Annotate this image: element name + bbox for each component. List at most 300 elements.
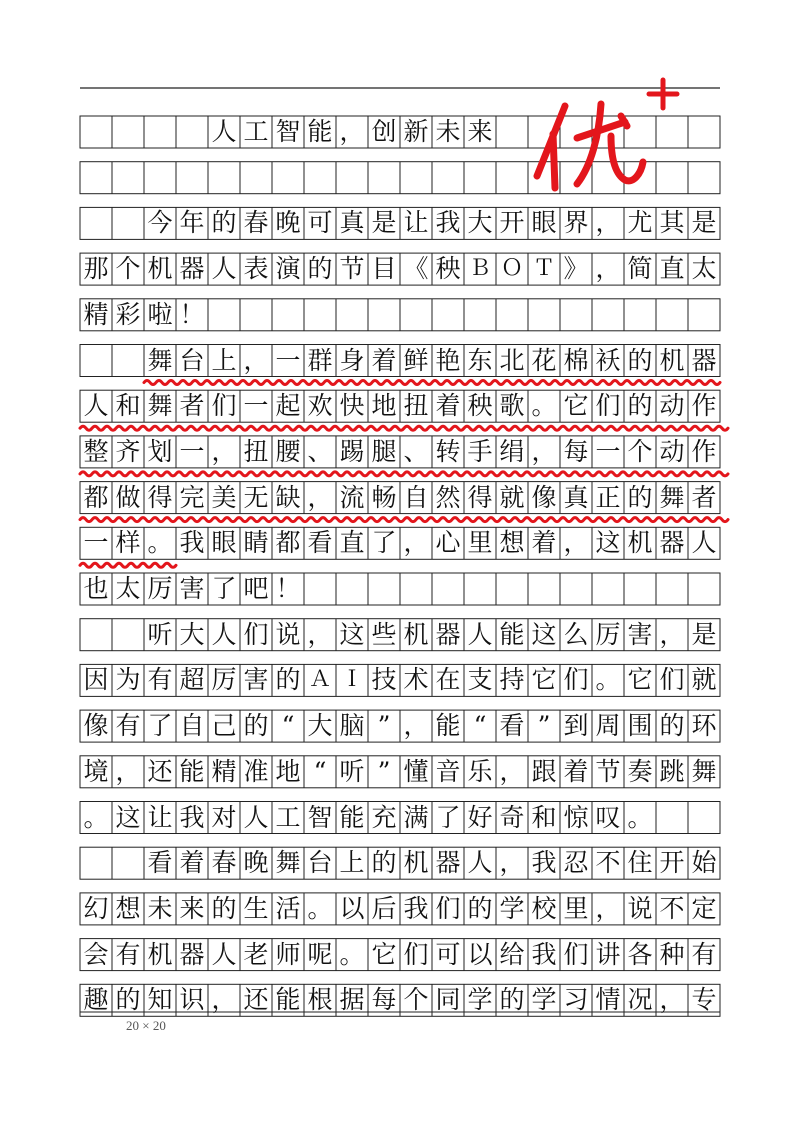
essay-char-cell: 境 (83, 756, 109, 786)
essay-char-cell: 一 (83, 528, 109, 558)
essay-char-cell: 环 (691, 711, 717, 741)
essay-char-cell: 得 (467, 482, 493, 512)
essay-char-cell: 幻 (83, 893, 109, 923)
essay-char-cell: 厉 (595, 619, 621, 649)
essay-char-cell: 绢 (499, 436, 525, 466)
essay-char-cell: 是 (691, 619, 717, 649)
essay-char-cell: 据 (339, 985, 365, 1015)
essay-char-cell: 上 (211, 345, 237, 375)
essay-char-cell: 群 (307, 345, 333, 375)
essay-char-cell: 机 (147, 939, 173, 969)
essay-char-cell: 吧 (243, 574, 269, 603)
essay-char-cell: 畅 (371, 482, 397, 512)
essay-char-cell: 的 (627, 482, 653, 512)
essay-char-cell: 它 (563, 391, 589, 421)
essay-char-cell: ， (211, 436, 237, 466)
essay-char-cell: 啦 (147, 299, 173, 329)
essay-char-cell: 尤 (627, 208, 653, 238)
essay-char-cell: 起 (275, 391, 301, 421)
essay-char-cell: Ｂ (468, 256, 491, 282)
essay-char-cell: 。 (307, 893, 333, 923)
essay-char-cell: 人 (211, 254, 237, 284)
essay-char-cell: 了 (211, 574, 237, 603)
essay-char-cell: 术 (403, 665, 429, 695)
essay-char-cell: 会 (83, 939, 109, 969)
essay-char-cell: 。 (627, 802, 653, 832)
essay-char-cell: 它 (627, 665, 653, 695)
wavy-underline (80, 426, 728, 430)
essay-char-cell: 惊 (563, 802, 589, 832)
essay-char-cell: ， (307, 482, 333, 512)
essay-char-cell: 忍 (563, 848, 589, 878)
essay-char-cell: 花 (531, 345, 557, 375)
essay-char-cell: 得 (147, 482, 173, 512)
essay-char-cell: 能 (275, 985, 301, 1015)
essay-char-cell: 到 (563, 711, 589, 741)
essay-char-cell: 上 (339, 848, 365, 878)
essay-char-cell: 有 (691, 939, 717, 969)
essay-char-cell: 器 (435, 848, 461, 878)
grade-mark (525, 76, 685, 196)
essay-char-cell: 工 (275, 802, 301, 832)
essay-char-cell: 的 (115, 985, 141, 1015)
essay-char-cell: 机 (403, 848, 429, 878)
essay-char-cell: ， (499, 848, 525, 878)
essay-char-cell: 给 (499, 939, 525, 969)
essay-char-cell: 着 (179, 848, 205, 878)
essay-char-cell: 技 (371, 665, 397, 695)
essay-char-cell: 新 (403, 117, 429, 146)
essay-char-cell: 么 (563, 619, 589, 649)
essay-char-cell: 根 (307, 985, 333, 1015)
essay-char-cell: 情 (595, 985, 621, 1015)
essay-char-cell: 完 (179, 482, 205, 512)
essay-char-cell: 是 (691, 208, 717, 238)
essay-char-cell: 春 (243, 208, 269, 238)
essay-char-cell: 了 (147, 711, 173, 741)
essay-char-cell: ” (377, 756, 391, 786)
essay-char-cell: 定 (691, 893, 717, 923)
essay-char-cell: 害 (627, 619, 653, 649)
essay-char-cell: 这 (531, 619, 557, 649)
essay-char-cell: 台 (307, 848, 333, 878)
essay-char-cell: 奏 (627, 756, 653, 786)
essay-char-cell: 的 (627, 391, 653, 421)
essay-char-cell: ， (595, 208, 621, 238)
essay-char-cell: Ｔ (532, 256, 555, 282)
essay-char-cell: 和 (115, 391, 141, 421)
essay-char-cell: 手 (467, 436, 493, 466)
essay-char-cell: 超 (179, 665, 205, 695)
essay-char-cell: 能 (435, 711, 461, 741)
essay-char-cell: 些 (371, 619, 397, 649)
essay-char-cell: 着 (435, 391, 461, 421)
essay-char-cell: 可 (307, 208, 333, 238)
essay-char-cell: 厉 (147, 574, 173, 603)
essay-char-cell: 机 (627, 528, 653, 558)
essay-char-cell: 》 (563, 254, 589, 284)
essay-char-cell: “ (281, 711, 295, 741)
essay-char-cell: 的 (243, 711, 269, 741)
essay-char-cell: 未 (147, 893, 173, 923)
essay-char-cell: 每 (563, 436, 589, 466)
essay-char-cell: ！ (179, 299, 205, 329)
essay-char-cell: 听 (339, 756, 365, 786)
essay-char-cell: 腰 (275, 436, 301, 466)
wavy-underline (80, 472, 728, 476)
essay-char-cell: 学 (531, 985, 557, 1015)
essay-char-cell: 生 (243, 893, 269, 923)
essay-char-cell: 准 (243, 756, 269, 786)
essay-char-cell: 精 (211, 756, 237, 786)
essay-char-cell: 着 (371, 345, 397, 375)
essay-char-cell: 机 (659, 345, 685, 375)
essay-char-cell: 人 (211, 619, 237, 649)
essay-char-cell: ， (659, 619, 685, 649)
essay-char-cell: 种 (659, 939, 685, 969)
grid-size-label: 20 × 20 (126, 1018, 166, 1033)
essay-char-cell: 来 (179, 893, 205, 923)
essay-char-cell: 演 (275, 254, 301, 284)
essay-char-cell: ， (595, 254, 621, 284)
essay-char-cell: 有 (115, 939, 141, 969)
essay-char-cell: 年 (179, 208, 205, 238)
essay-char-cell: 围 (627, 711, 653, 741)
essay-char-cell: 的 (371, 848, 397, 878)
essay-char-cell: 节 (339, 254, 365, 284)
essay-char-cell: 整 (83, 436, 109, 466)
essay-char-cell: 对 (211, 802, 237, 832)
essay-char-cell: 们 (435, 893, 461, 923)
essay-char-cell: 同 (435, 985, 461, 1015)
essay-char-cell: 艳 (435, 345, 461, 375)
essay-char-cell: 彩 (115, 299, 141, 329)
essay-char-cell: 说 (275, 619, 301, 649)
essay-char-cell: 看 (499, 711, 525, 741)
essay-char-cell: 充 (371, 802, 397, 832)
essay-char-cell: 它 (531, 665, 557, 695)
essay-char-cell: 我 (435, 208, 461, 238)
wavy-underline (144, 381, 720, 385)
essay-char-cell: 厉 (211, 665, 237, 695)
essay-char-cell: ， (307, 619, 333, 649)
essay-char-cell: 个 (627, 436, 653, 466)
essay-char-cell: 况 (627, 985, 653, 1015)
essay-char-cell: 有 (147, 665, 173, 695)
essay-char-cell: ， (243, 345, 269, 375)
essay-char-cell: 们 (659, 665, 685, 695)
essay-char-cell: 。 (83, 802, 109, 832)
essay-char-cell: 活 (275, 893, 301, 923)
essay-char-cell: 正 (595, 482, 621, 512)
essay-char-cell: 始 (691, 848, 717, 878)
essay-char-cell: 目 (371, 254, 397, 284)
essay-char-cell: 的 (627, 345, 653, 375)
essay-char-cell: 可 (435, 939, 461, 969)
essay-char-cell: 睛 (243, 528, 269, 558)
essay-char-cell: 听 (147, 619, 173, 649)
essay-char-cell: 了 (371, 528, 397, 558)
essay-char-cell: 。 (147, 528, 173, 558)
essay-char-cell: 机 (147, 254, 173, 284)
essay-char-cell: 精 (83, 299, 109, 329)
essay-char-cell: 者 (691, 482, 717, 512)
essay-char-cell: 划 (147, 436, 173, 466)
essay-char-cell: 想 (499, 528, 525, 558)
essay-char-cell: 人 (83, 391, 109, 421)
essay-char-cell: 地 (371, 391, 397, 421)
essay-char-cell: 呢 (307, 939, 333, 969)
essay-char-cell: 秧 (435, 254, 461, 284)
essay-char-cell: 人 (211, 117, 237, 146)
essay-char-cell: 创 (371, 117, 397, 146)
essay-char-cell: 害 (243, 665, 269, 695)
essay-char-cell: 习 (563, 985, 589, 1015)
essay-char-cell: 校 (531, 893, 557, 923)
essay-char-cell: 趣 (83, 985, 109, 1015)
essay-char-cell: 大 (467, 208, 493, 238)
essay-char-cell: 器 (435, 619, 461, 649)
essay-char-cell: 也 (83, 574, 109, 603)
essay-char-cell: 脑 (339, 711, 365, 741)
essay-char-cell: 棉 (563, 345, 589, 375)
essay-char-cell: 专 (691, 985, 717, 1015)
essay-char-cell: 转 (435, 436, 461, 466)
essay-char-cell: 齐 (115, 436, 141, 466)
essay-char-cell: 以 (339, 893, 365, 923)
essay-char-cell: 们 (403, 939, 429, 969)
essay-char-cell: Ｉ (340, 667, 363, 693)
essay-char-cell: 今 (147, 208, 173, 238)
essay-char-cell: 个 (115, 254, 141, 284)
essay-char-cell: 歌 (499, 391, 525, 421)
essay-char-cell: 想 (115, 893, 141, 923)
essay-char-cell: 跳 (659, 756, 685, 786)
essay-char-cell: 我 (179, 528, 205, 558)
essay-char-cell: 学 (499, 893, 525, 923)
essay-char-cell: 着 (563, 756, 589, 786)
essay-char-cell: 师 (275, 939, 301, 969)
wavy-underline (80, 518, 728, 522)
essay-char-cell: 、 (403, 436, 429, 466)
essay-char-cell: 流 (339, 482, 365, 512)
essay-char-cell: 们 (563, 939, 589, 969)
essay-char-cell: 来 (467, 117, 493, 146)
essay-char-cell: 和 (531, 802, 557, 832)
essay-char-cell: 未 (435, 117, 461, 146)
essay-char-cell: 音 (435, 756, 461, 786)
essay-char-cell: 不 (595, 848, 621, 878)
essay-char-cell: 自 (179, 711, 205, 741)
essay-char-cell: 讲 (595, 939, 621, 969)
essay-char-cell: 每 (371, 985, 397, 1015)
essay-char-cell: 一 (243, 391, 269, 421)
essay-char-cell: 能 (339, 802, 365, 832)
essay-char-cell: 舞 (275, 848, 301, 878)
essay-char-cell: 那 (83, 254, 109, 284)
essay-char-cell: 就 (499, 482, 525, 512)
essay-char-cell: 直 (339, 528, 365, 558)
essay-char-cell: 、 (307, 436, 333, 466)
essay-char-cell: 能 (499, 619, 525, 649)
essay-char-cell: 做 (115, 482, 141, 512)
essay-char-cell: 智 (275, 117, 301, 146)
essay-char-cell: 器 (179, 254, 205, 284)
essay-char-cell: 们 (243, 619, 269, 649)
essay-char-cell: 它 (371, 939, 397, 969)
essay-char-cell: 我 (179, 802, 205, 832)
essay-char-cell: ， (563, 528, 589, 558)
essay-char-cell: 都 (275, 528, 301, 558)
essay-char-cell: 。 (531, 391, 557, 421)
essay-char-cell: 懂 (403, 756, 429, 786)
essay-char-cell: 的 (659, 711, 685, 741)
essay-char-cell: 就 (691, 665, 717, 695)
essay-char-cell: 里 (563, 893, 589, 923)
essay-char-cell: 作 (691, 436, 717, 466)
essay-char-cell: 的 (275, 665, 301, 695)
essay-char-cell: 们 (563, 665, 589, 695)
essay-char-cell: 乐 (467, 756, 493, 786)
essay-char-cell: 周 (595, 711, 621, 741)
essay-char-cell: 器 (179, 939, 205, 969)
essay-char-cell: 还 (243, 985, 269, 1015)
essay-char-cell: 机 (403, 619, 429, 649)
essay-char-cell: 踢 (339, 436, 365, 466)
essay-char-cell: 人 (211, 939, 237, 969)
essay-char-cell: 让 (147, 802, 173, 832)
essay-char-cell: 袄 (595, 345, 621, 375)
essay-char-cell: 开 (659, 848, 685, 878)
essay-char-cell: 眼 (211, 528, 237, 558)
essay-char-cell: 像 (83, 711, 109, 741)
essay-char-cell: 的 (307, 254, 333, 284)
essay-char-cell: 让 (403, 208, 429, 238)
essay-char-cell: 好 (467, 802, 493, 832)
essay-char-cell: 人 (467, 619, 493, 649)
essay-char-cell: 美 (211, 482, 237, 512)
essay-char-cell: 叹 (595, 802, 621, 832)
essay-char-cell: 秧 (467, 391, 493, 421)
essay-char-cell: 无 (243, 482, 269, 512)
essay-char-cell: 扭 (403, 391, 429, 421)
essay-char-cell: 北 (499, 345, 525, 375)
essay-char-cell: 工 (243, 117, 269, 146)
essay-char-cell: 界 (563, 208, 589, 238)
essay-char-cell: 我 (531, 848, 557, 878)
essay-char-cell: 是 (371, 208, 397, 238)
wavy-underline (80, 563, 176, 567)
essay-char-cell: 欢 (307, 391, 333, 421)
essay-char-cell: 跟 (531, 756, 557, 786)
essay-char-cell: “ (473, 711, 487, 741)
essay-char-cell: 腿 (371, 436, 397, 466)
essay-char-cell: 晚 (275, 208, 301, 238)
essay-char-cell: 为 (115, 665, 141, 695)
essay-char-cell: 奇 (499, 802, 525, 832)
essay-char-cell: 像 (531, 482, 557, 512)
essay-char-cell: 们 (595, 391, 621, 421)
essay-char-cell: 能 (179, 756, 205, 786)
essay-char-cell: 这 (595, 528, 621, 558)
essay-char-cell: 。 (595, 665, 621, 695)
essay-char-cell: ” (377, 711, 391, 741)
essay-char-cell: 不 (659, 893, 685, 923)
essay-char-cell: 节 (595, 756, 621, 786)
essay-char-cell: 人 (467, 848, 493, 878)
essay-char-cell: 太 (691, 254, 717, 284)
essay-char-cell: 《 (403, 254, 429, 284)
essay-char-cell: 舞 (659, 482, 685, 512)
essay-char-cell: 在 (435, 665, 461, 695)
essay-char-cell: ， (403, 711, 429, 741)
essay-char-cell: 春 (211, 848, 237, 878)
essay-char-cell: 知 (147, 985, 173, 1015)
essay-char-cell: 害 (179, 574, 205, 603)
essay-char-cell: 有 (115, 711, 141, 741)
essay-char-cell: ， (659, 985, 685, 1015)
essay-char-cell: ！ (275, 574, 301, 603)
essay-char-cell: 因 (83, 665, 109, 695)
essay-char-cell: 开 (499, 208, 525, 238)
essay-char-cell: 我 (403, 893, 429, 923)
essay-char-cell: 大 (179, 619, 205, 649)
essay-char-cell: 我 (531, 939, 557, 969)
essay-char-cell: 的 (211, 893, 237, 923)
essay-char-cell: 着 (531, 528, 557, 558)
essay-char-cell: 人 (243, 802, 269, 832)
essay-char-cell: 眼 (531, 208, 557, 238)
essay-char-cell: Ｏ (500, 256, 523, 282)
essay-char-cell: 器 (691, 345, 717, 375)
essay-char-cell: 东 (467, 345, 493, 375)
essay-char-cell: 人 (691, 528, 717, 558)
essay-char-cell: 了 (435, 802, 461, 832)
essay-char-cell: 满 (403, 802, 429, 832)
essay-char-cell: 身 (339, 345, 365, 375)
essay-char-cell: 的 (211, 208, 237, 238)
essay-char-cell: 晚 (243, 848, 269, 878)
essay-char-cell: 的 (467, 893, 493, 923)
essay-char-cell: 还 (147, 756, 173, 786)
essay-char-cell: 识 (179, 985, 205, 1015)
essay-char-cell: 学 (467, 985, 493, 1015)
essay-char-cell: 心 (435, 528, 461, 558)
essay-char-cell: 缺 (275, 482, 301, 512)
essay-char-cell: 直 (659, 254, 685, 284)
essay-char-cell: 其 (659, 208, 685, 238)
essay-char-cell: 大 (307, 711, 333, 741)
essay-char-cell: 台 (179, 345, 205, 375)
essay-char-cell: 太 (115, 574, 141, 603)
essay-char-cell: 能 (307, 117, 333, 146)
essay-char-cell: 地 (275, 756, 301, 786)
essay-char-cell: ， (531, 436, 557, 466)
essay-char-cell: 简 (627, 254, 653, 284)
essay-char-cell: 持 (499, 665, 525, 695)
essay-char-cell: 真 (563, 482, 589, 512)
essay-char-cell: 。 (339, 939, 365, 969)
essay-char-cell: 智 (307, 802, 333, 832)
essay-char-cell: 鲜 (403, 345, 429, 375)
essay-char-cell: 里 (467, 528, 493, 558)
essay-char-cell: 真 (339, 208, 365, 238)
essay-char-cell: 然 (435, 482, 461, 512)
essay-char-cell: 们 (211, 391, 237, 421)
essay-char-cell: 舞 (691, 756, 717, 786)
essay-char-cell: ， (595, 893, 621, 923)
essay-char-cell: 一 (275, 345, 301, 375)
